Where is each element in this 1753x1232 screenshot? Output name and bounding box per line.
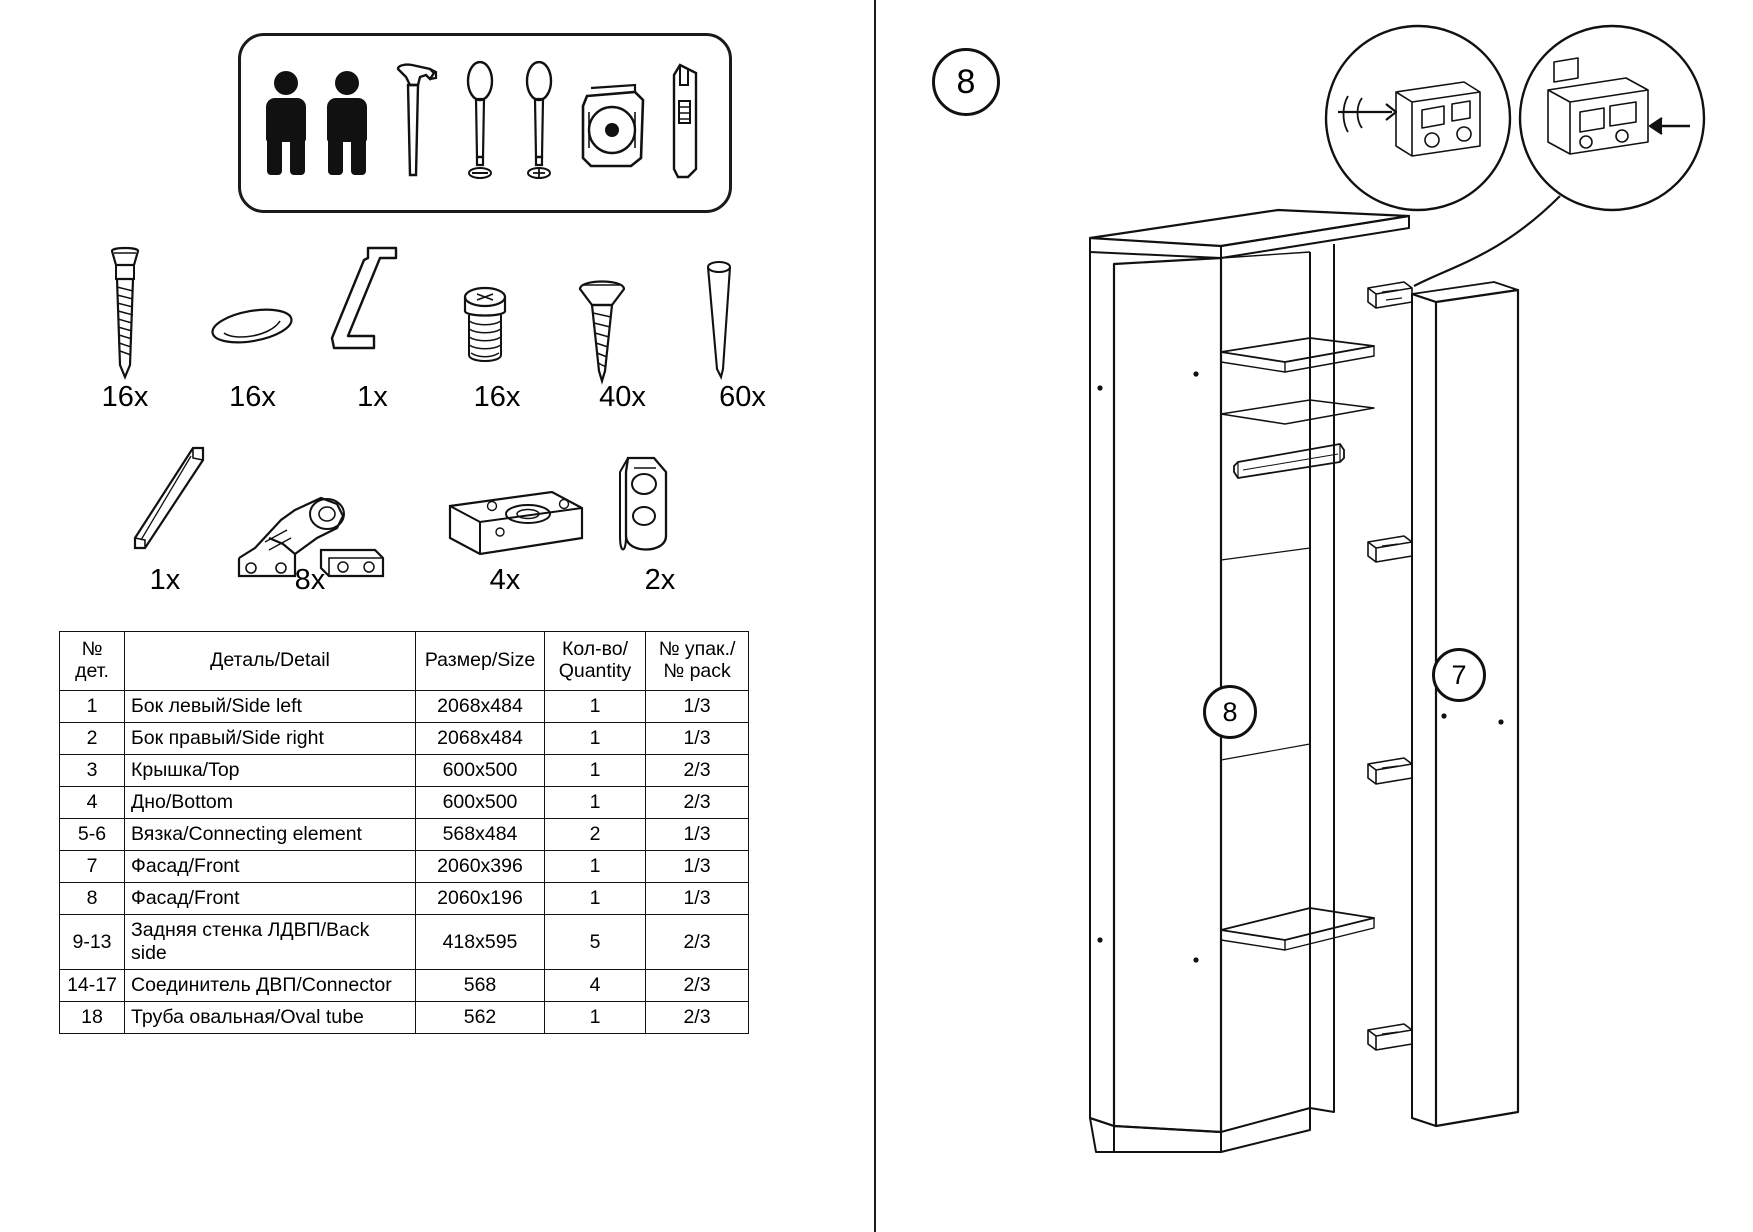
table-row: [60, 883, 749, 915]
header-size: Размер/Size: [416, 632, 545, 691]
cell-size: 2060x396: [416, 851, 545, 883]
table-row: [60, 819, 749, 851]
door-label-8: 8: [1203, 685, 1257, 739]
phillips-screwdriver-icon: [518, 61, 560, 186]
cell-pack: 2/3: [646, 755, 749, 787]
cell-pack: 2/3: [646, 787, 749, 819]
cell-no: 8: [60, 883, 125, 915]
cell-detail: Соединитель ДВП/Connector: [125, 970, 416, 1002]
cell-no: 1: [60, 691, 125, 723]
cell-size: 562: [416, 1002, 545, 1034]
cell-no: 9-13: [60, 915, 125, 970]
cell-size: 600x500: [416, 787, 545, 819]
hardware-qty: 60x: [719, 381, 766, 413]
cell-detail: Фасад/Front: [125, 883, 416, 915]
cell-no: 18: [60, 1002, 125, 1034]
hardware-qty: 8x: [294, 564, 326, 596]
cell-size: 418x595: [416, 915, 545, 970]
cell-qty: 1: [545, 1002, 646, 1034]
table-row: [60, 1002, 749, 1034]
cap-cover-icon: [210, 307, 295, 354]
panel-divider: [874, 0, 876, 1232]
cell-qty: 1: [545, 883, 646, 915]
cell-no: 3: [60, 755, 125, 787]
header-pack: № упак./ № pack: [646, 632, 749, 691]
hammer-icon: [386, 63, 442, 184]
flat-screwdriver-icon: [459, 61, 501, 186]
confirmat-screw-icon: [90, 245, 160, 385]
person-icon: [264, 71, 308, 175]
cell-detail: Бок левый/Side left: [125, 691, 416, 723]
nail-icon: [695, 257, 745, 387]
cell-pack: 1/3: [646, 691, 749, 723]
cell-qty: 1: [545, 787, 646, 819]
cell-pack: 1/3: [646, 883, 749, 915]
cell-no: 14-17: [60, 970, 125, 1002]
table-header-row: [60, 632, 749, 691]
cell-no: 7: [60, 851, 125, 883]
cell-qty: 1: [545, 691, 646, 723]
utility-knife-icon: [666, 61, 706, 186]
table-row: [60, 851, 749, 883]
allen-key-icon: [322, 240, 412, 375]
hardware-qty: 16x: [101, 381, 149, 413]
table-row: [60, 755, 749, 787]
step-number-badge: 8: [932, 48, 1000, 116]
table-row: [60, 787, 749, 819]
cell-size: 2060x196: [416, 883, 545, 915]
parts-table: [59, 631, 749, 1034]
cell-qty: 1: [545, 723, 646, 755]
tape-measure-icon: [577, 66, 649, 181]
hardware-qty: 16x: [473, 381, 521, 413]
cell-detail: Крышка/Top: [125, 755, 416, 787]
door-label-7: 7: [1432, 648, 1486, 702]
cell-pack: 1/3: [646, 819, 749, 851]
cell-detail: Фасад/Front: [125, 851, 416, 883]
header-part-no: № дет.: [60, 632, 125, 691]
cell-size: 2068x484: [416, 691, 545, 723]
cell-qty: 1: [545, 851, 646, 883]
tools-panel: [238, 33, 732, 213]
cell-detail: Дно/Bottom: [125, 787, 416, 819]
cell-pack: 1/3: [646, 723, 749, 755]
cell-qty: 4: [545, 970, 646, 1002]
cell-detail: Бок правый/Side right: [125, 723, 416, 755]
hardware-row-1: [60, 245, 766, 425]
cell-pack: 2/3: [646, 970, 749, 1002]
cell-size: 2068x484: [416, 723, 545, 755]
cell-detail: Задняя стенка ЛДВП/Back side: [125, 915, 416, 970]
cell-detail: Труба овальная/Oval tube: [125, 1002, 416, 1034]
cell-size: 568: [416, 970, 545, 1002]
cell-pack: 1/3: [646, 851, 749, 883]
table-row: [60, 691, 749, 723]
hardware-row-2: [95, 440, 745, 605]
hardware-qty: 40x: [599, 381, 646, 413]
wood-screw-icon: [572, 275, 632, 390]
hinge-plate-block-icon: [440, 482, 590, 577]
cell-qty: 1: [545, 755, 646, 787]
tube-holder-icon: [600, 450, 690, 575]
header-quantity: Кол-во/ Quantity: [545, 632, 646, 691]
cell-size: 600x500: [416, 755, 545, 787]
hardware-qty: 1x: [357, 381, 388, 413]
cell-detail: Вязка/Connecting element: [125, 819, 416, 851]
cell-no: 5-6: [60, 819, 125, 851]
hardware-qty: 4x: [489, 564, 521, 596]
hardware-qty: 16x: [229, 381, 276, 413]
euro-dowel-icon: [455, 285, 515, 380]
table-row: [60, 915, 749, 970]
hardware-qty: 1x: [149, 564, 181, 596]
cell-no: 4: [60, 787, 125, 819]
cell-qty: 2: [545, 819, 646, 851]
cell-pack: 2/3: [646, 915, 749, 970]
person-icon: [325, 71, 369, 175]
cell-no: 2: [60, 723, 125, 755]
table-row: [60, 723, 749, 755]
cell-qty: 5: [545, 915, 646, 970]
handle-rail-icon: [115, 440, 225, 570]
table-row: [60, 970, 749, 1002]
hardware-qty: 2x: [644, 564, 676, 596]
cell-pack: 2/3: [646, 1002, 749, 1034]
cell-size: 568x484: [416, 819, 545, 851]
header-detail: Деталь/Detail: [125, 632, 416, 691]
